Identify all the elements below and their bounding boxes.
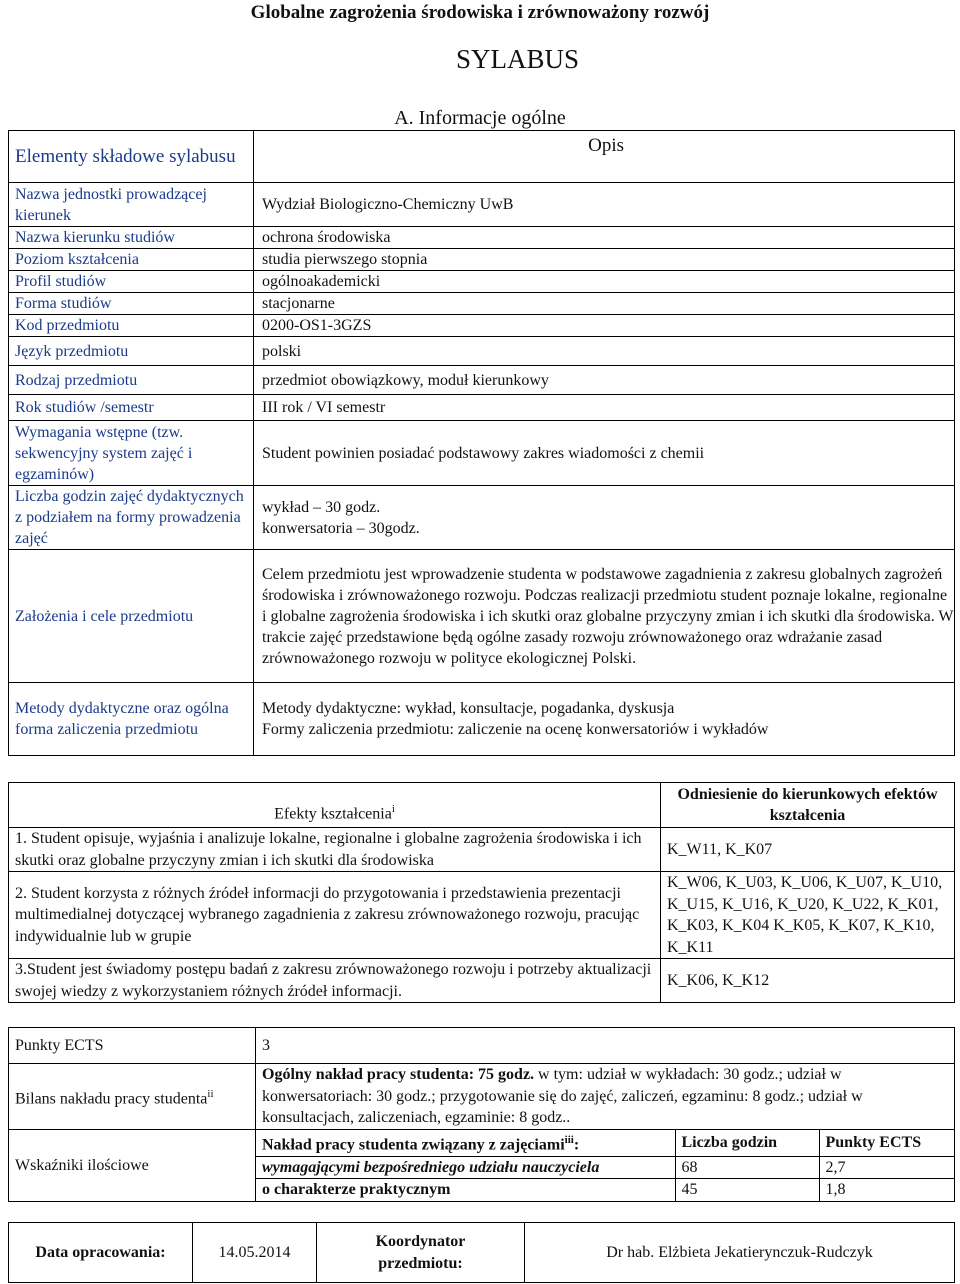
outcomes-header bbox=[9, 783, 661, 828]
outcome-text: 2. Student korzysta z różnych źródeł informacji do przygotowania i przedstawienia prezentacji multimedialnej dotyczącej wybranego zagadnienia z zakresu zrównoważonego rozwoju, pracując indywidualnie lub w grupie bbox=[9, 872, 661, 959]
workload-breakdown: w tym: udział w wykładach: 30 godz.; udział w konwersatoriach: 30 godz.; przygotowanie się do zajęć, zaliczeń, egzaminu: 8 godz.; udział w konsultacjach, zaliczeniach, egzaminie: 8 godz.. bbox=[262, 1066, 863, 1127]
outcome-text: 3.Student jest świadomy postępu badań z zakresu zrównoważonego rozwoju i potrzeby aktualizacji swojej wiedzy z wykorzystaniem różnych źródeł informacji. bbox=[9, 959, 661, 1003]
workload-row bbox=[9, 1064, 955, 1130]
ects-table bbox=[8, 1027, 955, 1202]
indicators-cell bbox=[256, 1130, 955, 1202]
info-value bbox=[254, 486, 955, 550]
info-value: Celem przedmiotu jest wprowadzenie studenta w podstawowe zagadnienia z zakresu globalnych zagrożeń środowiska i zrównoważonego rozwoju. Podczas realizacji przedmiotu student poznaje lokalne, regionalne i globalne zagrożenia środowiska i ich skutki oraz globalne przyczyny zmian i ich skutki dla środowiska. W trakcie zajęć przedstawione będą ogólne zasady rozwoju zrównoważonego oraz wdrażanie zasad zrównoważonego rozwoju w polityce ekologicznej Polski. bbox=[254, 550, 955, 683]
workload-total: Ogólny nakład pracy studenta: 75 godz. bbox=[262, 1066, 535, 1084]
info-row bbox=[9, 550, 955, 683]
outcome-reference: K_W11, K_K07 bbox=[661, 828, 955, 872]
info-label: Rodzaj przedmiotu bbox=[9, 366, 254, 395]
coordinator-label: Koordynator przedmiotu: bbox=[317, 1223, 525, 1283]
info-label: Założenia i cele przedmiotu bbox=[9, 550, 254, 683]
info-label: Nazwa jednostki prowadzącej kierunek bbox=[9, 183, 254, 227]
info-label: Nazwa kierunku studiów bbox=[9, 227, 254, 249]
info-row bbox=[9, 293, 955, 315]
ects-points-row bbox=[9, 1028, 955, 1064]
indicators-table bbox=[256, 1130, 955, 1201]
general-info-table bbox=[8, 130, 955, 756]
info-value: 0200-OS1-3GZS bbox=[254, 315, 955, 337]
ects-points-value: 3 bbox=[256, 1028, 955, 1064]
info-value: III rok / VI semestr bbox=[254, 395, 955, 421]
info-label: Rok studiów /semestr bbox=[9, 395, 254, 421]
info-label: Poziom kształcenia bbox=[9, 249, 254, 271]
info-value: Wydział Biologiczno-Chemiczny UwB bbox=[254, 183, 955, 227]
footer-table bbox=[8, 1222, 955, 1283]
info-value: ogólnoakademicki bbox=[254, 271, 955, 293]
info-header-opis: Opis bbox=[254, 131, 955, 183]
info-value bbox=[254, 683, 955, 756]
info-row bbox=[9, 227, 955, 249]
assessment-form: Formy zaliczenia przedmiotu: zaliczenie na ocenę konwersatoriów i wykładów bbox=[262, 721, 769, 738]
info-value: Student powinien posiadać podstawowy zakres wiadomości z chemii bbox=[254, 421, 955, 486]
indicator-label: wymagającymi bezpośredniego udziału nauczyciela bbox=[256, 1156, 675, 1179]
outcome-reference: K_W06, K_U03, K_U06, K_U07, K_U10, K_U15, K_U16, K_U20, K_U22, K_K01, K_K03, K_K04 K_K05, K_K07, K_K10, K_K11 bbox=[661, 872, 955, 959]
outcomes-header-label: Efekty kształcenia bbox=[274, 805, 392, 823]
info-row bbox=[9, 337, 955, 366]
indicator-ects: 2,7 bbox=[819, 1156, 955, 1179]
ects-column-header: Punkty ECTS bbox=[819, 1130, 955, 1156]
info-value: ochrona środowiska bbox=[254, 227, 955, 249]
info-value: studia pierwszego stopnia bbox=[254, 249, 955, 271]
info-row bbox=[9, 395, 955, 421]
indicators-row bbox=[9, 1130, 955, 1202]
outcome-row bbox=[9, 872, 955, 959]
info-label: Wymagania wstępne (tzw. sekwencyjny system zajęć i egzaminów) bbox=[9, 421, 254, 486]
footnote-marker: ii bbox=[207, 1087, 214, 1100]
info-header-label: Elementy składowe sylabusu bbox=[9, 131, 254, 183]
hours-column-header: Liczba godzin bbox=[675, 1130, 819, 1156]
footnote-marker: iii bbox=[564, 1134, 574, 1146]
info-label: Kod przedmiotu bbox=[9, 315, 254, 337]
ects-points-label: Punkty ECTS bbox=[9, 1028, 256, 1064]
indicator-row bbox=[256, 1156, 955, 1179]
info-row bbox=[9, 249, 955, 271]
info-value: polski bbox=[254, 337, 955, 366]
indicator-row bbox=[256, 1179, 955, 1201]
indicators-header-label: Nakład pracy studenta związany z zajęciami$^{iii}$: bbox=[256, 1130, 675, 1156]
indicator-hours: 68 bbox=[675, 1156, 819, 1179]
indicators-label: Wskaźniki ilościowe bbox=[9, 1130, 256, 1202]
info-value: stacjonarne bbox=[254, 293, 955, 315]
syllabus-title: SYLABUS bbox=[455, 44, 580, 74]
info-row bbox=[9, 271, 955, 293]
date-label: Data opracowania: bbox=[9, 1223, 193, 1283]
info-label: Liczba godzin zajęć dydaktycznych z podziałem na formy prowadzenia zajęć bbox=[9, 486, 254, 550]
section-title: A. Informacje ogólne bbox=[394, 107, 566, 129]
info-row bbox=[9, 183, 955, 227]
info-label: Język przedmiotu bbox=[9, 337, 254, 366]
info-label: Metody dydaktyczne oraz ogólna forma zaliczenia przedmiotu bbox=[9, 683, 254, 756]
footnote-marker: i bbox=[391, 803, 395, 816]
outcome-row bbox=[9, 959, 955, 1003]
date-value: 14.05.2014 bbox=[193, 1223, 317, 1283]
indicator-hours: 45 bbox=[675, 1179, 819, 1201]
indicator-label: o charakterze praktycznym bbox=[256, 1179, 675, 1201]
outcomes-header-row bbox=[9, 783, 955, 828]
workload-label-cell bbox=[9, 1064, 256, 1130]
outcome-row bbox=[9, 828, 955, 872]
workload-label: Bilans nakładu pracy studenta bbox=[15, 1089, 208, 1107]
info-label: Profil studiów bbox=[9, 271, 254, 293]
learning-outcomes-table bbox=[8, 782, 955, 1003]
hours-seminar: konwersatoria – 30godz. bbox=[262, 519, 420, 537]
outcomes-reference-header: Odniesienie do kierunkowych efektów kształcenia bbox=[661, 783, 955, 828]
footer-row bbox=[9, 1223, 955, 1283]
workload-value bbox=[256, 1064, 955, 1130]
indicator-ects: 1,8 bbox=[819, 1179, 955, 1201]
info-row bbox=[9, 421, 955, 486]
coordinator-name: Dr hab. Elżbieta Jekatierynczuk-Rudczyk bbox=[525, 1223, 955, 1283]
outcome-text: 1. Student opisuje, wyjaśnia i analizuje lokalne, regionalne i globalne zagrożenia środowiska i ich skutki oraz globalne przyczyny zmian i ich skutki dla środowiska bbox=[9, 828, 661, 872]
teaching-methods: Metody dydaktyczne: wykład, konsultacje, pogadanka, dyskusja bbox=[262, 700, 675, 717]
info-row bbox=[9, 486, 955, 550]
info-row bbox=[9, 683, 955, 756]
indicators-header-row bbox=[256, 1130, 955, 1156]
info-label: Forma studiów bbox=[9, 293, 254, 315]
info-header-row bbox=[9, 131, 955, 183]
info-value: przedmiot obowiązkowy, moduł kierunkowy bbox=[254, 366, 955, 395]
outcome-reference: K_K06, K_K12 bbox=[661, 959, 955, 1003]
document-title: Globalne zagrożenia środowiska i zrównoważony rozwój bbox=[250, 2, 710, 23]
hours-lecture: wykład – 30 godz. bbox=[262, 498, 381, 516]
info-row bbox=[9, 366, 955, 395]
info-row bbox=[9, 315, 955, 337]
